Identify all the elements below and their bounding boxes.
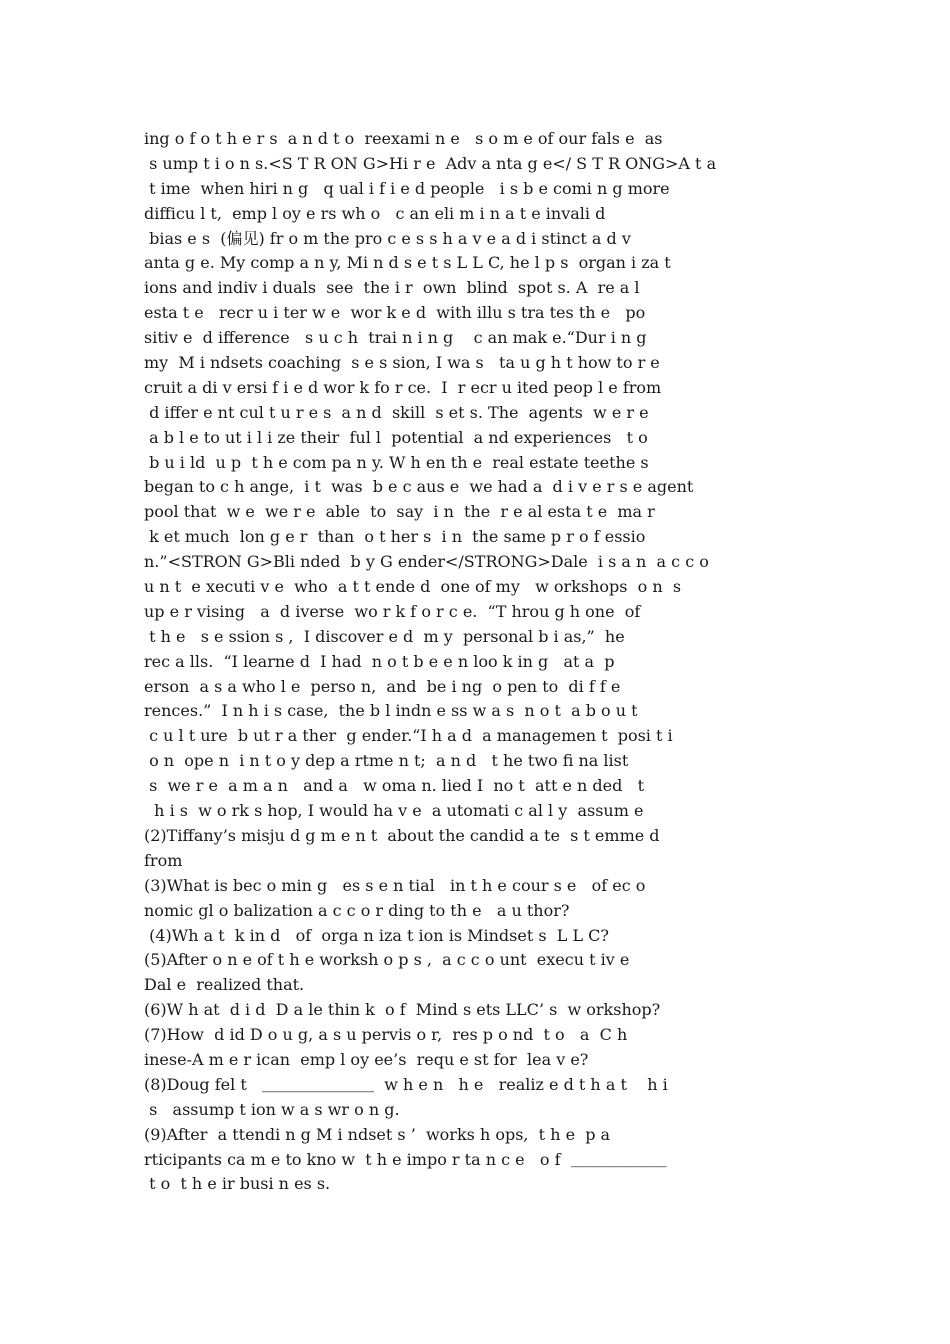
- question-9-line-2: rticipants ca m e to kno w t h e impo r ta n c e o f ＿＿＿＿＿＿: [144, 1149, 667, 1169]
- text-line-20: up e r vising a d iverse wo r k f o r c e. “T hrou g h one of: [144, 601, 641, 621]
- text-line-4: difficu l t, emp l oy e rs wh o c an eli m i n a t e invali d: [144, 203, 606, 223]
- question-7-line-2: inese-A m e r ican emp l oy ee’s requ e st for lea v e?: [144, 1049, 589, 1069]
- question-6: (6)W h at d i d D a le thin k o f Mind s ets LLC’ s w orkshop?: [144, 1000, 661, 1020]
- text-line-28: h i s w o rk s hop, I would ha v e a utomati c al l y assum e: [144, 801, 644, 821]
- text-line-26: o n ope n i n t o y dep a rtme n t; a n d t he two fi na list: [144, 751, 629, 771]
- text-line-6: anta g e. My comp a n y, Mi n d s e t s L L C, he l p s organ i za t: [144, 253, 671, 273]
- question-7-line-1: (7)How d id D o u g, a s u pervis o r, res p o nd t o a C h: [144, 1025, 628, 1045]
- question-9-line-1: (9)After a ttendi n g M i ndset s ’ works h ops, t h e p a: [144, 1124, 611, 1144]
- text-line-3: t ime when hiri n g q ual i f i e d people i s b e comi n g more: [144, 178, 670, 198]
- text-line-7: ions and indiv i duals see the i r own blind spot s. A re a l: [144, 278, 640, 298]
- question-5-line-1: (5)After o n e of t h e worksh o p s , a c c o unt execu t iv e: [144, 950, 630, 970]
- text-line-12: d iffer e nt cul t u r e s a n d skill s et s. The agents w e r e: [144, 402, 649, 422]
- document-body: [144, 127, 816, 1197]
- question-8-line-2: s assump t ion w a s wr o n g.: [144, 1099, 400, 1119]
- text-line-14: b u i ld u p t h e com pa n y. W h en th e real estate teethe s: [144, 452, 649, 472]
- text-line-25: c u l t ure b ut r a ther g ender.“I h a d a managemen t posi t i: [144, 726, 673, 746]
- text-line-2: s ump t i o n s.<S T R ON G>Hi r e Adv a nta g e</ S T R ONG>A t a: [144, 153, 717, 173]
- text-line-18: n.”<STRON G>Bli nded b y G ender</STRONG>Dale i s a n a c c o: [144, 552, 709, 572]
- question-2-line-2: from: [144, 850, 183, 870]
- text-line-27: s we r e a m a n and a w oma n. lied I no t att e n ded t: [144, 776, 645, 796]
- text-line-24: rences.” I n h i s case, the b l indn e ss w a s n o t a b o u t: [144, 701, 638, 721]
- question-9-line-3: t o t h e ir busi n es s.: [144, 1174, 331, 1194]
- text-line-15: began to c h ange, i t was b e c aus e we had a d i v e r s e agent: [144, 477, 694, 497]
- text-line-16: pool that w e we r e able to say i n the r e al esta t e ma r: [144, 502, 655, 522]
- text-line-21: t h e s e ssion s , I discover e d m y personal b i as,” he: [144, 626, 625, 646]
- text-line-5: bias e s (偏见) fr o m the pro c e s s h a v e a d i stinct a d v: [144, 228, 631, 248]
- text-line-8: esta t e recr u i ter w e wor k e d with illu s tra tes th e po: [144, 303, 646, 323]
- text-line-17: k et much lon g e r than o t her s i n the same p r o f essio: [144, 527, 646, 547]
- text-line-10: my M i ndsets coaching s e s sion, I wa s ta u g h t how to r e: [144, 353, 660, 373]
- question-3-line-1: (3)What is bec o min g es s e n tial in t h e cour s e of ec o: [144, 875, 646, 895]
- question-3-line-2: nomic gl o balization a c c o r ding to th e a u thor?: [144, 900, 570, 920]
- text-line-19: u n t e xecuti v e who a t t ende d one of my w orkshops o n s: [144, 577, 682, 597]
- text-line-22: rec a lls. “I learne d I had n o t b e e n loo k in g at a p: [144, 651, 615, 671]
- text-line-11: cruit a di v ersi f i e d wor k fo r ce. I r ecr u ited peop l e from: [144, 377, 662, 397]
- text-line-9: sitiv e d ifference s u c h trai n i n g c an mak e.“Dur i n g: [144, 328, 647, 348]
- question-8-line-1: (8)Doug fel t ＿＿＿＿＿＿＿ w h e n h e realiz e d t h a t h i: [144, 1074, 668, 1094]
- question-5-line-2: Dal e realized that.: [144, 975, 305, 995]
- text-line-13: a b l e to ut i l i ze their ful l potential a nd experiences t o: [144, 427, 648, 447]
- question-2-line-1: (2)Tiffany’s misju d g m e n t about the candid a te s t emme d: [144, 825, 660, 845]
- text-line-23: erson a s a who l e perso n, and be i ng o pen to di f f e: [144, 676, 621, 696]
- question-4: (4)Wh a t k in d of orga n iza t ion is Mindset s L L C?: [144, 925, 609, 945]
- text-line-1: ing o f o t h e r s a n d t o reexami n e s o m e of our fals e as: [144, 129, 663, 148]
